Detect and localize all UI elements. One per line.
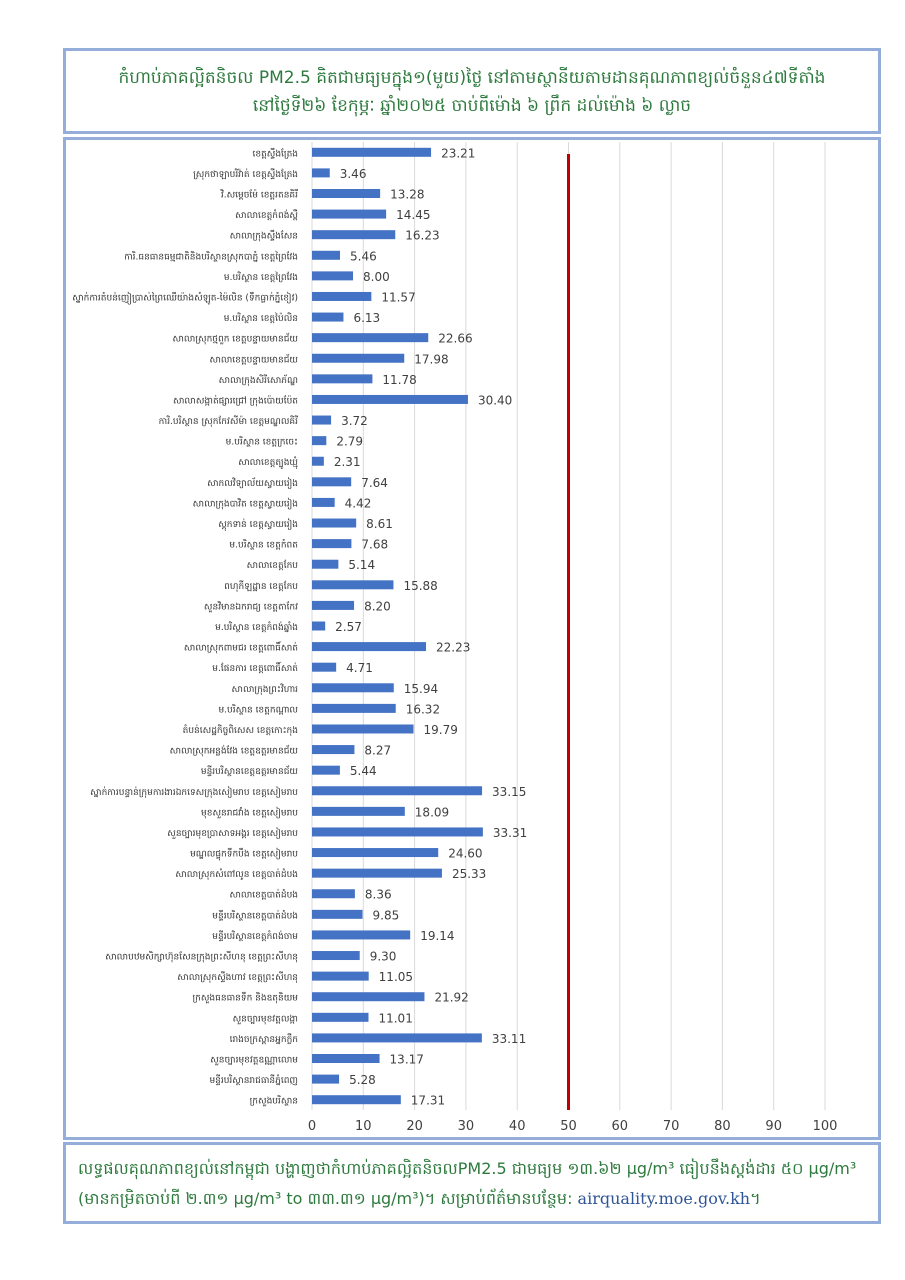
bar bbox=[312, 910, 363, 919]
bar bbox=[312, 560, 338, 569]
category-label: សាលាក្រុងស្ទឹងសែន bbox=[229, 231, 298, 242]
data-label: 24.60 bbox=[448, 846, 483, 861]
bar bbox=[312, 374, 372, 383]
data-label: 3.72 bbox=[341, 414, 368, 429]
data-label: 23.21 bbox=[441, 146, 476, 161]
bar bbox=[312, 1033, 482, 1042]
category-label: ពហុកីឡដ្ឋាន ខេត្តកែប bbox=[224, 581, 298, 592]
x-tick-label: 60 bbox=[611, 1119, 629, 1134]
x-tick-label: 30 bbox=[457, 1119, 475, 1134]
data-label: 8.36 bbox=[364, 887, 392, 902]
bar bbox=[312, 786, 482, 795]
bar bbox=[312, 416, 331, 425]
category-label: សាលាសង្កាត់ផ្សារជ្រៅ ក្រុងប៉ោយប៉ែត bbox=[172, 396, 298, 407]
x-tick-label: 100 bbox=[812, 1119, 838, 1134]
bar bbox=[312, 333, 428, 342]
x-tick-label: 10 bbox=[355, 1119, 372, 1134]
category-label: ក្រសួងធនធានទឹក និងឧតុនិយម bbox=[192, 993, 298, 1004]
bar bbox=[312, 189, 380, 198]
data-label: 5.14 bbox=[348, 558, 376, 573]
category-label: ម.ផែនការ ខេត្តពោធិ៍សាត់ bbox=[212, 664, 298, 675]
category-label: សាលាខេត្តបន្ទាយមានជ័យ bbox=[209, 355, 298, 366]
data-label: 2.79 bbox=[336, 434, 364, 449]
title-panel bbox=[63, 48, 881, 134]
category-label: ម.បរិស្ថាន ខេត្តព្រៃវែង bbox=[223, 272, 298, 283]
footer-line-1: លទ្ធផលគុណភាពខ្យល់នៅកម្ពុជា បង្ហាញថាកំហាប់ភាគល្អិតនិចលPM2.5 ជាមធ្យម ១៣.៦២ µg/m³ ធៀបនឹងស្តង់ដារ ៥០ µg/m³ bbox=[78, 1159, 857, 1178]
data-label: 9.30 bbox=[369, 949, 397, 964]
bar bbox=[312, 210, 386, 219]
data-label: 17.31 bbox=[410, 1093, 446, 1108]
bar bbox=[312, 354, 404, 363]
category-label: សួនច្បារមុខប្រាសាទអង្គរ ខេត្តសៀមរាប bbox=[167, 828, 298, 839]
footer-panel bbox=[63, 1142, 881, 1224]
data-label: 19.79 bbox=[423, 722, 458, 737]
data-label: 8.00 bbox=[363, 269, 390, 284]
data-label: 7.68 bbox=[361, 537, 389, 552]
category-label: ក្រសួងបរិស្ថាន bbox=[249, 1096, 298, 1107]
data-label: 21.92 bbox=[434, 990, 469, 1005]
x-tick-label: 90 bbox=[765, 1119, 782, 1134]
data-label: 16.32 bbox=[405, 702, 441, 717]
bar bbox=[312, 457, 324, 466]
bar bbox=[312, 519, 356, 528]
category-label: មុខសួនរាជវាំង ខេត្តសៀមរាប bbox=[201, 808, 298, 819]
bar bbox=[312, 663, 336, 672]
bar bbox=[312, 436, 326, 445]
category-label: សាលាខេត្តកំពង់ស្ពឺ bbox=[235, 211, 298, 222]
bar bbox=[312, 930, 410, 939]
x-tick-label: 20 bbox=[406, 1119, 423, 1134]
data-label: 15.88 bbox=[403, 578, 438, 593]
data-label: 33.11 bbox=[491, 1031, 527, 1046]
bar bbox=[312, 622, 325, 631]
data-label: 3.46 bbox=[339, 166, 367, 181]
data-label: 11.57 bbox=[381, 290, 416, 305]
category-label: សាលាស្រុកពាមជរ ខេត្តពោធិ៍សាត់ bbox=[183, 643, 298, 654]
bar bbox=[312, 1013, 368, 1022]
footer-line-2-end: ។ bbox=[750, 1189, 761, 1208]
category-label: សាកលវិទ្យាល័យស្វាយរៀង bbox=[207, 478, 298, 489]
bar bbox=[312, 807, 405, 816]
bar bbox=[312, 951, 360, 960]
x-tick-label: 0 bbox=[307, 1119, 317, 1134]
data-label: 22.23 bbox=[436, 640, 471, 655]
data-label: 16.23 bbox=[405, 228, 440, 243]
footer-line-2-text: (មានកម្រិតចាប់ពី ២.៣១ µg/m³ to ៣៣.៣១ µg/m³)។ សម្រាប់ព័ត៌មានបន្ថែម: bbox=[78, 1189, 578, 1208]
data-label: 2.31 bbox=[333, 455, 361, 470]
category-label: ម.បរិស្ថាន ខេត្តកំពត bbox=[229, 540, 298, 551]
data-label: 18.09 bbox=[414, 805, 450, 820]
bar bbox=[312, 869, 442, 878]
data-label: 13.28 bbox=[390, 187, 425, 202]
category-label: ស្នាក់ការបន្ទាន់ក្រុមការងារឯកទេសក្រុងសៀមរាប ខេត្តសៀមរាប bbox=[90, 787, 298, 798]
category-label: សាលាក្រុងសិរីសោភ័ណ្ឌ bbox=[218, 375, 298, 386]
category-label: ស្រុកថាឡាបរិវ៉ាត់ ខេត្តស្ទឹងត្រែង bbox=[193, 169, 298, 180]
bar bbox=[312, 704, 396, 713]
data-label: 22.66 bbox=[438, 331, 473, 346]
category-label: ម.បរិស្ថាន ខេត្តកណ្ដាល bbox=[218, 705, 298, 716]
title-line-2: នៅថ្ងៃទី២៦ ខែកុម្ភៈ ឆ្នាំ២០២៥ ចាប់ពីម៉ោង ៦ ព្រឹក ដល់ម៉ោង ៦ ល្ងាច bbox=[252, 96, 692, 116]
bar bbox=[312, 313, 343, 322]
bar bbox=[312, 168, 330, 177]
bar bbox=[312, 498, 335, 507]
category-label: មន្ទីរបរិស្ថានខេត្តបាត់ដំបង bbox=[212, 911, 298, 922]
data-label: 2.57 bbox=[335, 620, 362, 634]
data-label: 5.46 bbox=[350, 249, 377, 264]
category-label: សាលាខេត្តកែប bbox=[246, 561, 298, 572]
data-label: 17.98 bbox=[414, 352, 449, 367]
category-label: រោងចក្រស្ពានអ្នកក្លឹក bbox=[229, 1034, 298, 1045]
x-tick-label: 70 bbox=[662, 1119, 680, 1134]
data-label: 11.78 bbox=[382, 372, 417, 387]
bar bbox=[312, 766, 340, 775]
x-tick-label: 80 bbox=[714, 1119, 731, 1134]
category-label: ម.បរិស្ថាន ខេត្តក្រចេះ bbox=[225, 437, 298, 448]
category-label: មណ្ឌលផ្ទុកទឹកបឹង ខេត្តសៀមរាប bbox=[190, 849, 298, 860]
title-line-1: កំហាប់ភាគល្អិតនិចល PM2.5 គិតជាមធ្យមក្នុង១(មួយ)ថ្ងៃ នៅតាមស្ថានីយតាមដានគុណភាពខ្យល់ចំនួន៤៧ទីតាំង bbox=[118, 68, 826, 88]
category-label: ម.បរិស្ថាន ខេត្តប៉ៃលិន bbox=[223, 314, 298, 325]
bar bbox=[312, 992, 424, 1001]
category-label: សាលាស្រុកអន្លង់វែង ខេត្តឧត្ដរមានជ័យ bbox=[169, 746, 298, 757]
category-label: មន្ទីរបរិស្ថានខេត្តឧត្ដរមានជ័យ bbox=[200, 767, 298, 778]
data-label: 11.05 bbox=[378, 970, 414, 985]
category-label: មន្ទីរបរិស្ថានខេត្តកំពង់ចាម bbox=[212, 931, 298, 942]
chart-panel bbox=[63, 137, 881, 1140]
data-label: 25.33 bbox=[451, 867, 487, 882]
data-label: 4.42 bbox=[344, 496, 372, 511]
data-label: 11.01 bbox=[378, 1011, 413, 1026]
data-label: 8.20 bbox=[364, 599, 391, 614]
category-label: ខេត្តស្ទឹងត្រែង bbox=[252, 149, 298, 160]
category-label: ម.បរិស្ថាន ខេត្តកំពង់ឆ្នាំង bbox=[215, 623, 298, 633]
data-label: 9.85 bbox=[372, 908, 400, 923]
bar bbox=[312, 1095, 401, 1104]
category-label: វិ.សម្ដេចម៉ែ ខេត្តរតនគិរី bbox=[220, 190, 298, 201]
data-label: 6.13 bbox=[353, 311, 381, 326]
data-label: 33.15 bbox=[492, 784, 527, 799]
bar bbox=[312, 251, 340, 260]
bar bbox=[312, 477, 351, 486]
category-label: សួនច្បារមុខវត្តលង្កា bbox=[232, 1014, 298, 1025]
bar bbox=[312, 972, 369, 981]
airquality-link[interactable]: airquality.moe.gov.kh bbox=[577, 1189, 751, 1208]
bar bbox=[312, 745, 354, 754]
category-label: សាលាខេត្តត្បូងឃ្មុំ bbox=[238, 458, 298, 469]
data-label: 8.61 bbox=[366, 517, 393, 532]
pm25-bar-chart bbox=[66, 140, 878, 1137]
data-label: 7.64 bbox=[361, 475, 388, 490]
x-tick-label: 50 bbox=[560, 1119, 577, 1134]
bar bbox=[312, 271, 353, 280]
category-label: សាលាស្រុកថ្មពួក ខេត្តបន្ទាយមានជ័យ bbox=[172, 334, 298, 345]
bar bbox=[312, 1075, 339, 1084]
category-label: សាលាខេត្តបាត់ដំបង bbox=[229, 890, 298, 901]
data-label: 15.94 bbox=[403, 681, 439, 696]
category-label: សាលាក្រុងព្រះវិហារ bbox=[231, 684, 298, 695]
bar bbox=[312, 827, 483, 836]
data-label: 4.71 bbox=[346, 661, 373, 676]
data-label: 30.40 bbox=[477, 393, 513, 408]
category-label: សួនច្បារមុខវត្តឧណ្ណាលោម bbox=[210, 1055, 298, 1066]
bar bbox=[312, 724, 414, 733]
category-label: សាលាស្រុកសំពៅលូន ខេត្តបាត់ដំបង bbox=[175, 870, 298, 881]
category-label: តំបន់សេដ្ឋកិច្ចពិសេស ខេត្តកោះកុង bbox=[182, 725, 298, 736]
category-label: សាលាក្រុងបាវិត ខេត្តស្វាយរៀង bbox=[192, 499, 298, 510]
bar bbox=[312, 580, 393, 589]
data-label: 19.14 bbox=[420, 928, 455, 943]
bar bbox=[312, 601, 354, 610]
data-label: 33.31 bbox=[492, 825, 528, 840]
x-tick-label: 40 bbox=[508, 1119, 526, 1134]
data-label: 8.27 bbox=[364, 743, 392, 758]
bar bbox=[312, 539, 351, 548]
bar bbox=[312, 889, 355, 898]
category-label: មន្ទីរបរិស្ថានរាជធានីភ្នំពេញ bbox=[209, 1076, 298, 1087]
data-label: 13.17 bbox=[389, 1052, 424, 1067]
bar bbox=[312, 292, 371, 301]
bar bbox=[312, 642, 426, 651]
bar bbox=[312, 683, 394, 692]
data-label: 5.28 bbox=[349, 1073, 376, 1088]
bar bbox=[312, 1054, 380, 1063]
category-label: សាលាស្រុកស្ទឹងហាវ ខេត្តព្រះសីហនុ bbox=[177, 973, 298, 984]
data-label: 5.44 bbox=[349, 764, 377, 779]
bar bbox=[312, 148, 431, 157]
data-label: 14.45 bbox=[396, 208, 431, 223]
bar bbox=[312, 230, 395, 239]
category-label: ស្នាក់ការតំបន់ញៀប្រាស់ព្រៃឈើយ៉ាងសំឡូត-ម៉ៃលិន (ទឹកធ្លាក់ភ្នំខៀវ) bbox=[72, 293, 298, 304]
category-label: ការិ.បរិស្ថាន ស្រុកកែវសីម៉ា ខេត្តមណ្ឌលគិរី bbox=[158, 417, 298, 428]
bar bbox=[312, 848, 438, 857]
category-label: ការិ.ធនធានធម្មជាតិនិងបរិស្ថានស្រុកបាភ្នំ ខេត្តព្រៃវែង bbox=[124, 252, 298, 263]
category-label: សួនវិមានឯករាជ្យ ខេត្តតាកែវ bbox=[203, 602, 298, 613]
category-label: សាលាបឋមសិក្សាហ៊ុនសែនក្រុងព្រះសីហនុ ខេត្តព្រះសីហនុ bbox=[105, 952, 298, 963]
footer-line-2 bbox=[78, 1188, 870, 1210]
category-label: ស្តុកទាន់ ខេត្តស្វាយរៀង bbox=[218, 520, 298, 531]
bar bbox=[312, 395, 468, 404]
